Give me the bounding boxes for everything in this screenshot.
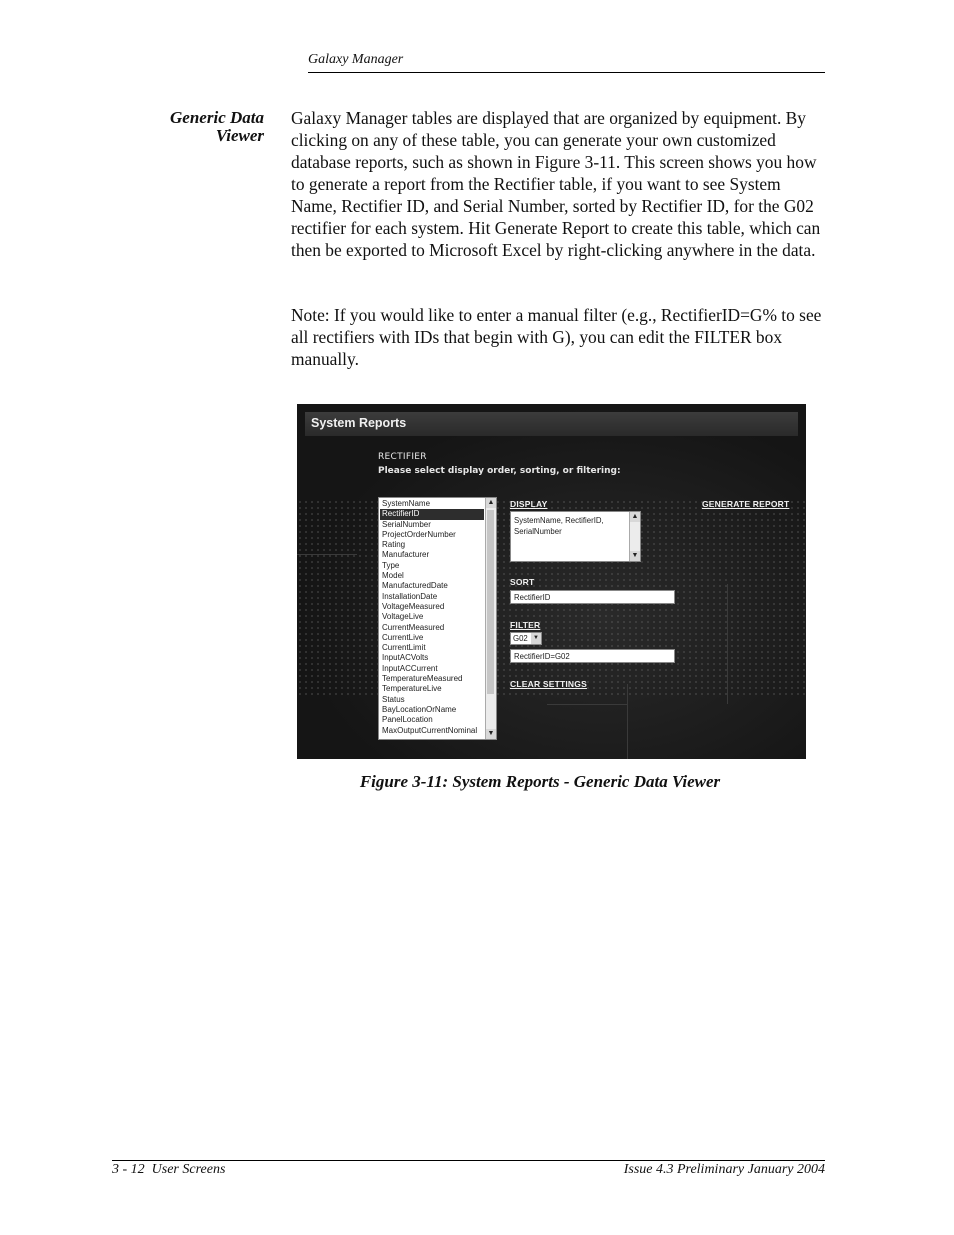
decor-line — [547, 704, 627, 705]
side-heading-line1: Generic Data — [170, 108, 264, 127]
window-titlebar — [305, 412, 798, 436]
field-list-item[interactable]: Rating — [382, 540, 406, 550]
field-list-item[interactable]: InputACCurrent — [382, 663, 438, 673]
display-label: DISPLAY — [510, 499, 548, 509]
field-list-item[interactable]: MaxOutputCurrentNominal — [382, 725, 478, 735]
field-listbox[interactable] — [378, 497, 497, 740]
instruction-text: Please select display order, sorting, or filtering: — [378, 466, 621, 476]
side-heading-line2: Viewer — [215, 126, 264, 145]
display-textarea[interactable] — [510, 511, 641, 562]
side-heading — [130, 109, 264, 145]
filter-input[interactable]: RectifierID=G02 — [510, 649, 675, 663]
display-value: SystemName, RectifierID, SerialNumber — [514, 516, 604, 536]
filter-select[interactable] — [510, 632, 542, 645]
field-list-item[interactable]: CurrentLive — [382, 632, 424, 642]
field-list-item[interactable]: TemperatureMeasured — [382, 674, 463, 684]
scroll-down-icon[interactable]: ▼ — [487, 730, 495, 737]
field-list-item[interactable]: ProjectOrderNumber — [382, 529, 456, 539]
note-paragraph: Note: If you would like to enter a manual filter (e.g., RectifierID=G% to see all rectifiers with IDs that begin with G), you can edit the FILTER box manually. — [291, 305, 822, 369]
field-list-item[interactable]: SerialNumber — [382, 519, 431, 529]
generate-report-link[interactable]: GENERATE REPORT — [702, 499, 790, 509]
scroll-up-icon[interactable]: ▲ — [487, 499, 495, 506]
scroll-up-icon[interactable]: ▲ — [631, 513, 639, 520]
running-header: Galaxy Manager — [308, 52, 404, 67]
scroll-down-icon[interactable]: ▼ — [631, 552, 639, 559]
filter-select-value: G02 — [513, 634, 528, 643]
footer-issue: Issue 4.3 Preliminary January 2004 — [623, 1162, 825, 1177]
scroll-thumb[interactable] — [487, 510, 494, 694]
field-list-item[interactable]: Type — [382, 560, 400, 570]
sort-label: SORT — [510, 577, 535, 587]
dropdown-arrow-icon[interactable]: ▼ — [531, 633, 541, 644]
footer-rule — [112, 1160, 825, 1161]
decor-line — [727, 584, 728, 704]
field-list-item[interactable]: CurrentMeasured — [382, 622, 445, 632]
field-list-item[interactable]: CurrentLimit — [382, 643, 426, 653]
field-list-item[interactable]: InstallationDate — [382, 591, 438, 601]
clear-settings-link[interactable]: CLEAR SETTINGS — [510, 679, 587, 689]
intro-paragraph: Galaxy Manager tables are displayed that are organized by equipment. By clicking on any of these table, you can generate your own customized database reports, such as shown in Figure 3-11. This screen shows you how to generate a report from the Rectifier table, if you want to see System Name, Rectifier ID, and Serial Number, sorted by Rectifier ID, for the G02 rectifier for each system. Hit Generate Report to create this table, which can then be exported to Microsoft Excel by right-clicking anywhere in the data. — [291, 108, 821, 260]
decor-line — [627, 684, 628, 759]
field-list-item[interactable]: SystemName — [382, 499, 431, 508]
window-title: System Reports — [311, 416, 407, 430]
figure-caption: Figure 3-11: System Reports - Generic Data Viewer — [359, 772, 721, 791]
header-rule — [308, 72, 825, 73]
sort-input[interactable]: RectifierID — [510, 590, 675, 604]
filter-label: FILTER — [510, 620, 541, 630]
table-name: RECTIFIER — [378, 452, 427, 462]
field-list-item[interactable]: VoltageMeasured — [382, 601, 445, 611]
field-list-item[interactable]: BayLocationOrName — [382, 704, 457, 714]
display-scrollbar[interactable] — [629, 512, 640, 561]
decor-line — [297, 554, 357, 555]
field-list-items — [380, 499, 484, 736]
footer-page-label: 3 - 12 User Screens — [112, 1162, 226, 1177]
field-list-item[interactable]: Model — [382, 571, 404, 581]
field-list-item[interactable]: RectifierID — [380, 509, 484, 519]
field-list-item[interactable]: PanelLocation — [382, 715, 433, 725]
field-list-item[interactable]: VoltageLive — [382, 612, 424, 622]
field-list-item[interactable]: TemperatureLive — [382, 684, 442, 694]
field-list-item[interactable]: Status — [382, 694, 405, 704]
system-reports-screenshot — [297, 404, 806, 759]
field-list-scrollbar[interactable] — [485, 498, 496, 739]
field-list-item[interactable]: ManufacturedDate — [382, 581, 448, 591]
field-list-item[interactable]: Manufacturer — [382, 550, 430, 560]
field-list-item[interactable]: InputACVolts — [382, 653, 429, 663]
